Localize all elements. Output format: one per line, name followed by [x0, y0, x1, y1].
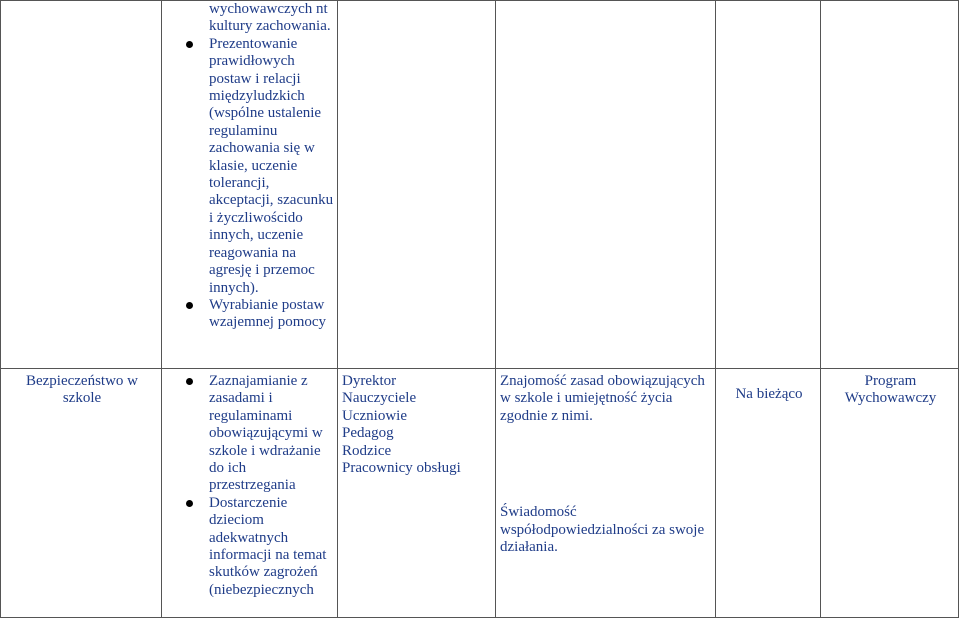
activity-continued-text: wychowawczych nt kultury zachowania. — [209, 1, 331, 35]
area-cell — [1, 369, 162, 618]
list-item: Dostarczenie dzieciom adekwatnych informacji na temat skutków zagrożeń (niebezpiecznych — [166, 495, 335, 599]
responsible-item: Pedagog — [342, 425, 394, 442]
list-item: Wyrabianie postaw wzajemnej pomocy — [166, 297, 335, 332]
responsible-item: Pracownicy obsługi — [342, 460, 461, 477]
outcomes-cell — [496, 369, 716, 618]
outcome-text: Znajomość zasad obowiązujących w szkole i umiejętność życia zgodnie z nimi. — [500, 373, 705, 424]
deadline-cell — [716, 1, 821, 369]
bullet-icon — [186, 500, 193, 507]
activity-list — [166, 36, 335, 332]
responsible-item: Dyrektor — [342, 373, 397, 389]
responsible-cell — [338, 369, 496, 618]
deadline-cell — [716, 369, 821, 618]
responsible-cell — [338, 1, 496, 369]
bullet-icon — [186, 378, 193, 385]
table-row — [1, 369, 959, 618]
list-item: Prezentowanie prawidłowych postaw i relacji międzyludzkich (wspólne ustalenie regulaminu zachowania się w klasie, uczenie tolerancji, akceptacji, szacunku i życzliwoścido innych, uczenie reagowania na agresję i przemoc innych). — [166, 36, 335, 297]
outcomes-cell — [496, 1, 716, 369]
activities-cell — [162, 1, 338, 369]
outcome-text: Świadomość współodpowiedzialności za swoje działania. — [500, 504, 705, 556]
responsible-item: Rodzice — [342, 442, 392, 459]
source-text: Program Wychowawczy — [844, 373, 937, 407]
bullet-icon — [186, 302, 193, 309]
list-item: Zaznajamianie z zasadami i regulaminami obowiązującymi w szkole i wdrażanie do ich przestrzegania — [166, 373, 335, 495]
bullet-icon — [186, 41, 193, 48]
deadline-text: Na bieżąco — [735, 386, 803, 402]
responsible-item: Uczniowie — [342, 407, 407, 424]
source-cell — [821, 369, 959, 618]
activities-cell — [162, 369, 338, 618]
area-cell — [1, 1, 162, 369]
responsible-item: Nauczyciele — [342, 390, 417, 407]
area-text: Bezpieczeństwo w szkole — [25, 373, 139, 407]
activity-list — [166, 373, 335, 599]
table-row — [1, 1, 959, 369]
source-cell — [821, 1, 959, 369]
